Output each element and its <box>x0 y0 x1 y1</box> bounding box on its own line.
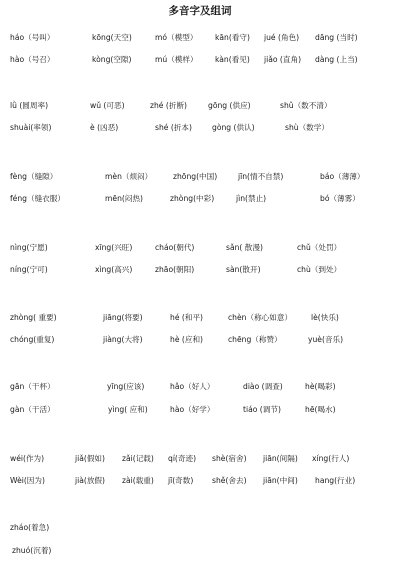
word-entry: mó（模型） <box>155 33 198 42</box>
word-entry: chóng(重复) <box>10 335 55 344</box>
text-line <box>0 333 400 347</box>
word-entry: sǎn( 散漫) <box>226 243 263 252</box>
word-entry: yuè(音乐) <box>308 335 344 344</box>
page-title: 多音字及组词 <box>168 5 232 17</box>
word-entry: cháo(朝代) <box>155 243 195 252</box>
word-entry: chèn（称心如意） <box>228 313 293 322</box>
word-entry: hang(行业) <box>315 476 356 485</box>
word-entry: zhuó(沉着) <box>12 546 52 555</box>
word-entry: jīn(情不自禁) <box>238 172 284 181</box>
word-entry: hé (和平) <box>170 313 204 322</box>
word-entry: shě(舍去) <box>212 476 247 485</box>
word-entry: báo（薄薄） <box>320 172 365 181</box>
word-entry: kān(看守) <box>215 33 250 42</box>
word-entry: mú（模样） <box>155 55 198 64</box>
word-entry: xíng(行人) <box>312 454 350 463</box>
word-entry: gàn（干活） <box>10 405 55 414</box>
word-entry: jī(奇数) <box>168 476 194 485</box>
word-entry: hè (应和) <box>170 335 204 344</box>
word-entry: kōng(天空) <box>92 33 132 42</box>
text-line <box>0 53 400 67</box>
word-entry: Wèi(因为) <box>10 476 45 485</box>
word-entry: tiáo (调节) <box>243 405 281 414</box>
text-line <box>0 544 400 558</box>
word-entry: nìng(宁愿) <box>10 243 48 252</box>
word-entry: hào（号召） <box>10 55 55 64</box>
word-entry: wéi(作为) <box>10 454 45 463</box>
word-entry: xīng(兴旺) <box>95 243 133 252</box>
word-entry: diào (调查) <box>243 382 283 391</box>
word-entry: chǔ（处罚） <box>297 243 342 252</box>
text-line <box>0 170 400 184</box>
text-line <box>0 474 400 488</box>
word-entry: yīng(应该) <box>107 382 145 391</box>
word-entry: zhé (折断) <box>150 101 187 110</box>
word-entry: jué (角色) <box>264 33 300 42</box>
word-entry: zǎi(记载) <box>122 454 154 463</box>
word-entry: zhòng(中彩) <box>170 194 215 203</box>
word-entry: jiǎ(假如) <box>75 454 105 463</box>
word-entry: jiāng(将要) <box>103 313 143 322</box>
word-entry: lè(快乐) <box>311 313 339 322</box>
word-entry: jìn(禁止) <box>236 194 267 203</box>
text-line <box>0 403 400 417</box>
word-entry: è (凶恶) <box>90 123 119 132</box>
word-entry: mēn(闷热) <box>105 194 143 203</box>
word-entry: jiān(间隔) <box>263 454 298 463</box>
word-entry: níng(宁可) <box>10 265 48 274</box>
word-entry: jiàng(大将) <box>103 335 143 344</box>
text-line <box>0 311 400 325</box>
word-entry: hào（好学） <box>170 405 215 414</box>
word-entry: shuài(率领) <box>10 123 52 132</box>
text-line <box>0 192 400 206</box>
text-line <box>0 31 400 45</box>
word-entry: qí(奇迹) <box>168 454 197 463</box>
word-entry: gòng (供认) <box>212 123 255 132</box>
word-entry: bó（薄雾） <box>320 194 360 203</box>
word-entry: chù（到处） <box>297 265 342 274</box>
word-entry: gān（干杯） <box>10 382 55 391</box>
word-entry: zài(载重) <box>122 476 154 485</box>
word-entry: zhōng(中国) <box>173 172 218 181</box>
word-entry: shǔ（数不清） <box>280 101 332 110</box>
text-line <box>0 521 400 535</box>
word-entry: dāng (当时) <box>315 33 358 42</box>
word-entry: fèng（缝隙） <box>10 172 58 181</box>
word-entry: jià(放假) <box>75 476 105 485</box>
word-entry: sàn(散开) <box>226 265 261 274</box>
word-entry: zhòng( 重要) <box>10 313 57 322</box>
word-entry: shè(宿舍) <box>212 454 247 463</box>
word-entry: jiǎo (直角) <box>264 55 302 64</box>
word-entry: yìng( 应和) <box>108 405 148 414</box>
word-entry: jiān(中间) <box>263 476 298 485</box>
text-line <box>0 263 400 277</box>
word-entry: kàn(看见) <box>215 55 250 64</box>
word-entry: gōng (供应) <box>208 101 251 110</box>
word-entry: zháo(着急) <box>10 523 50 532</box>
word-entry: chēng（称赞） <box>228 335 282 344</box>
text-line <box>0 452 400 466</box>
word-entry: xìng(高兴) <box>95 265 133 274</box>
word-entry: háo（号叫） <box>10 33 55 42</box>
text-line <box>0 241 400 255</box>
word-entry: wǔ (可恶) <box>90 101 125 110</box>
word-entry: hǎo（好人） <box>170 382 215 391</box>
word-entry: féng（缝衣服） <box>10 194 65 203</box>
text-line <box>0 99 400 113</box>
word-entry: hē(喝水) <box>305 405 336 414</box>
word-entry: shù（数学） <box>285 123 329 132</box>
word-entry: hè(喝彩) <box>305 382 336 391</box>
word-entry: mèn（烦闷） <box>105 172 153 181</box>
word-entry: zhāo(朝阳) <box>155 265 195 274</box>
text-line <box>0 121 400 135</box>
word-entry: shé (折本) <box>155 123 192 132</box>
word-entry: kòng(空隙) <box>92 55 132 64</box>
word-entry: lǜ (圆周率) <box>10 101 49 110</box>
text-line <box>0 380 400 394</box>
word-entry: dàng (上当) <box>315 55 358 64</box>
